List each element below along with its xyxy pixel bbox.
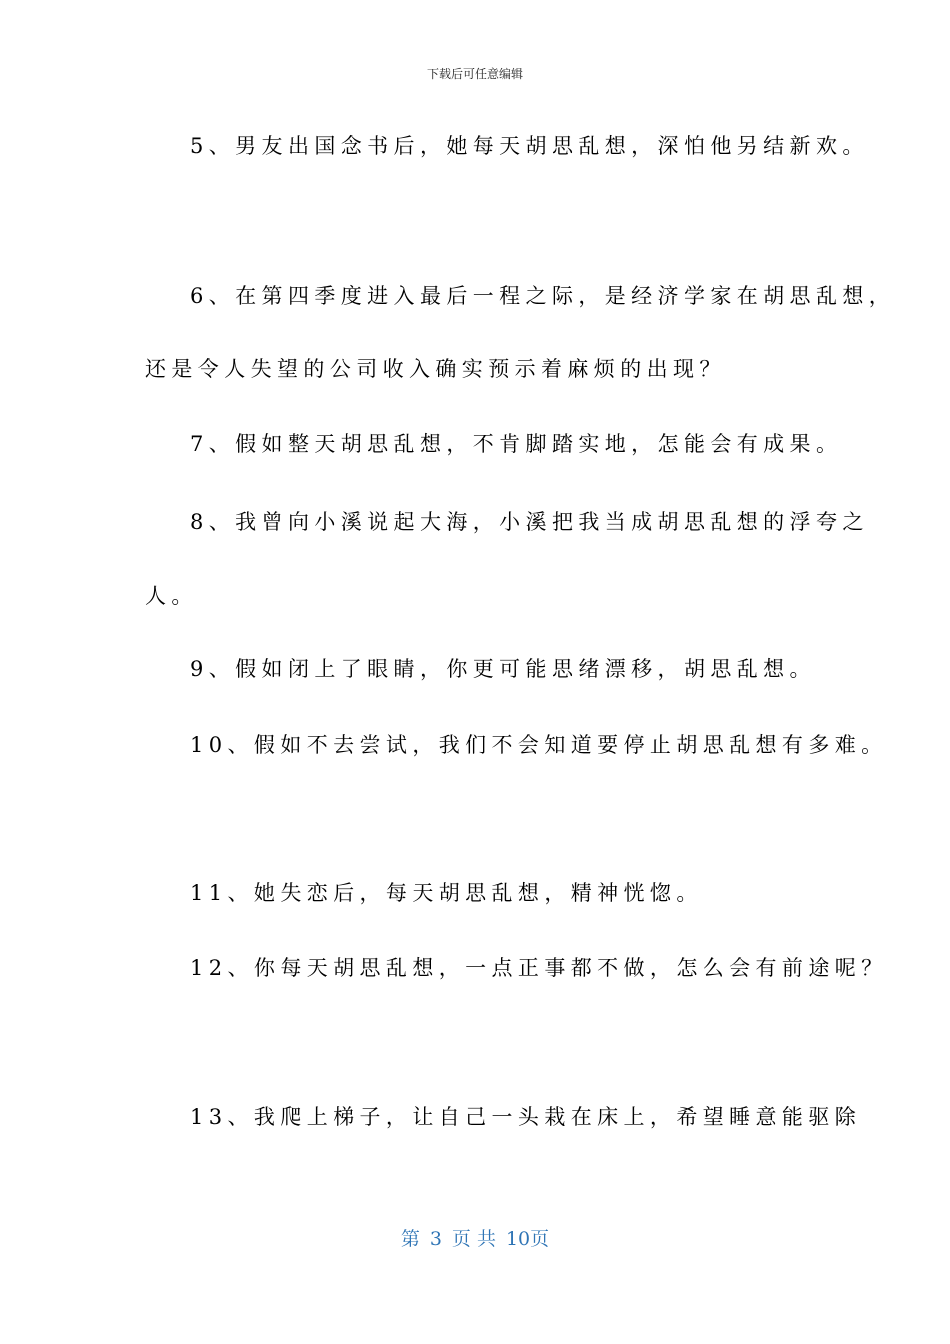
body-line-6: 人。 [145,584,198,608]
footer-prefix: 第 [400,1228,420,1250]
body-line-8: 10、假如不去尝试，我们不会知道要停止胡思乱想有多难。 [190,733,888,757]
body-line-7: 9、假如闭上了眼睛，你更可能思绪漂移，胡思乱想。 [190,657,816,681]
footer-suffix: 页 [530,1228,550,1250]
body-line-11: 13、我爬上梯子，让自己一头栽在床上，希望睡意能驱除 [190,1105,862,1129]
body-line-10: 12、你每天胡思乱想，一点正事都不做，怎么会有前途呢？ [190,956,888,980]
page-footer [0,1226,950,1252]
footer-total-pages: 10 [505,1228,531,1250]
body-line-4: 7、假如整天胡思乱想，不肯脚踏实地，怎能会有成果。 [190,432,843,456]
body-line-5: 8、我曾向小溪说起大海，小溪把我当成胡思乱想的浮夸之 [190,510,869,534]
body-line-1: 5、男友出国念书后，她每天胡思乱想，深怕他另结新欢。 [190,134,869,158]
page-header: 下载后可任意编辑 [426,67,523,81]
body-line-3: 还是令人失望的公司收入确实预示着麻烦的出现？ [145,357,726,381]
body-line-2: 6、在第四季度进入最后一程之际，是经济学家在胡思乱想， [190,284,896,308]
body-line-9: 11、她失恋后，每天胡思乱想，精神恍惚。 [190,881,703,905]
footer-middle: 页 共 [451,1228,496,1250]
footer-current-page: 3 [429,1228,442,1250]
